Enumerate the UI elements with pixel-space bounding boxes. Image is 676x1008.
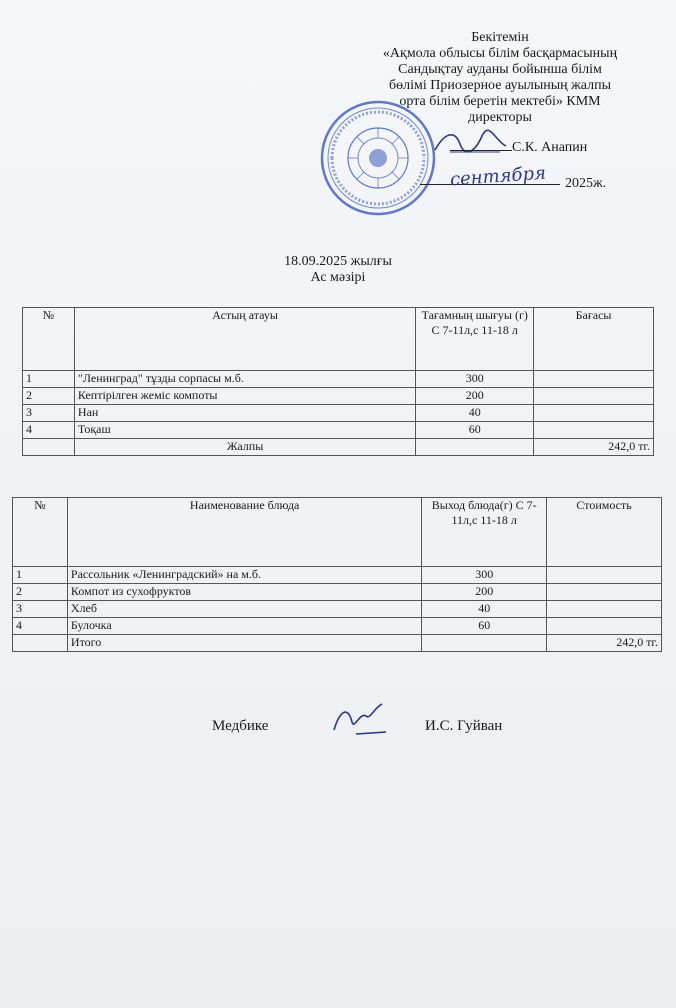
document-date: 18.09.2025 жылғы (284, 254, 392, 269)
total-value: 242,0 тг. (534, 439, 654, 456)
row-number: 4 (13, 618, 68, 635)
row-yield: 300 (422, 567, 547, 584)
table-row (23, 405, 654, 422)
table-row (23, 388, 654, 405)
row-number: 3 (13, 601, 68, 618)
table-row (13, 584, 662, 601)
header-number: № (23, 308, 75, 371)
table-header-row (13, 498, 662, 567)
total-value: 242,0 тг. (547, 635, 662, 652)
row-yield: 200 (422, 584, 547, 601)
row-price (534, 422, 654, 439)
table-total-row (23, 439, 654, 456)
menu-table-russian (12, 497, 662, 652)
table-total-row (13, 635, 662, 652)
total-label: Жалпы (74, 439, 415, 456)
row-number: 1 (13, 567, 68, 584)
nurse-signature (330, 700, 390, 740)
header-dish-name: Астың атауы (74, 308, 415, 371)
row-yield: 40 (422, 601, 547, 618)
row-dish-name: Нан (74, 405, 415, 422)
director-name: С.К. Анапин (512, 140, 588, 155)
total-label: Итого (67, 635, 421, 652)
document-title: Ас мәзірі (310, 270, 366, 285)
approval-date-row (420, 162, 640, 191)
row-price (534, 388, 654, 405)
row-dish-name: Тоқаш (74, 422, 415, 439)
row-price (534, 371, 654, 388)
row-dish-name: Кептірілген жеміс компоты (74, 388, 415, 405)
table-row (23, 371, 654, 388)
header-price: Стоимость (547, 498, 662, 567)
approval-line: орта білім беретін мектебі» КММ (399, 94, 601, 109)
header-number: № (13, 498, 68, 567)
row-yield: 40 (416, 405, 534, 422)
row-yield: 300 (416, 371, 534, 388)
approval-year: 2025ж. (565, 176, 607, 191)
row-dish-name: Рассольник «Ленинградский» на м.б. (67, 567, 421, 584)
approval-line: директоры (468, 110, 532, 125)
table-row (13, 618, 662, 635)
row-number: 2 (13, 584, 68, 601)
nurse-role-label: Медбике (212, 718, 269, 734)
row-dish-name: Хлеб (67, 601, 421, 618)
approval-line: «Ақмола облысы білім басқармасының (382, 46, 618, 61)
header-yield: Выход блюда(г) С 7-11л,с 11-18 л (422, 498, 547, 567)
row-price (534, 405, 654, 422)
header-yield: Тағамның шығуы (г) С 7-11л,с 11-18 л (416, 308, 534, 371)
row-number: 3 (23, 405, 75, 422)
row-number: 1 (23, 371, 75, 388)
row-price (547, 584, 662, 601)
row-dish-name: "Ленинград" тұзды сорпасы м.б. (74, 371, 415, 388)
row-price (547, 601, 662, 618)
header-dish-name: Наименование блюда (67, 498, 421, 567)
table-row (13, 601, 662, 618)
approval-line: Бекітемін (471, 30, 529, 45)
header-price: Бағасы (534, 308, 654, 371)
approval-line: бөлімі Приозерное ауылының жалпы (388, 78, 612, 93)
menu-table-kazakh (22, 307, 654, 456)
row-price (547, 618, 662, 635)
row-yield: 60 (416, 422, 534, 439)
row-dish-name: Компот из сухофруктов (67, 584, 421, 601)
row-number: 2 (23, 388, 75, 405)
table-row (13, 567, 662, 584)
approval-line: Сандықтау ауданы бойынша білім (398, 62, 602, 77)
table-row (23, 422, 654, 439)
row-price (547, 567, 662, 584)
row-yield: 60 (422, 618, 547, 635)
table-header-row (23, 308, 654, 371)
row-yield: 200 (416, 388, 534, 405)
approval-block (350, 30, 650, 126)
handwritten-month: сентября (449, 162, 547, 191)
director-sign-row (450, 138, 587, 156)
nurse-name: И.С. Гуйван (425, 718, 503, 734)
row-dish-name: Булочка (67, 618, 421, 635)
row-number: 4 (23, 422, 75, 439)
